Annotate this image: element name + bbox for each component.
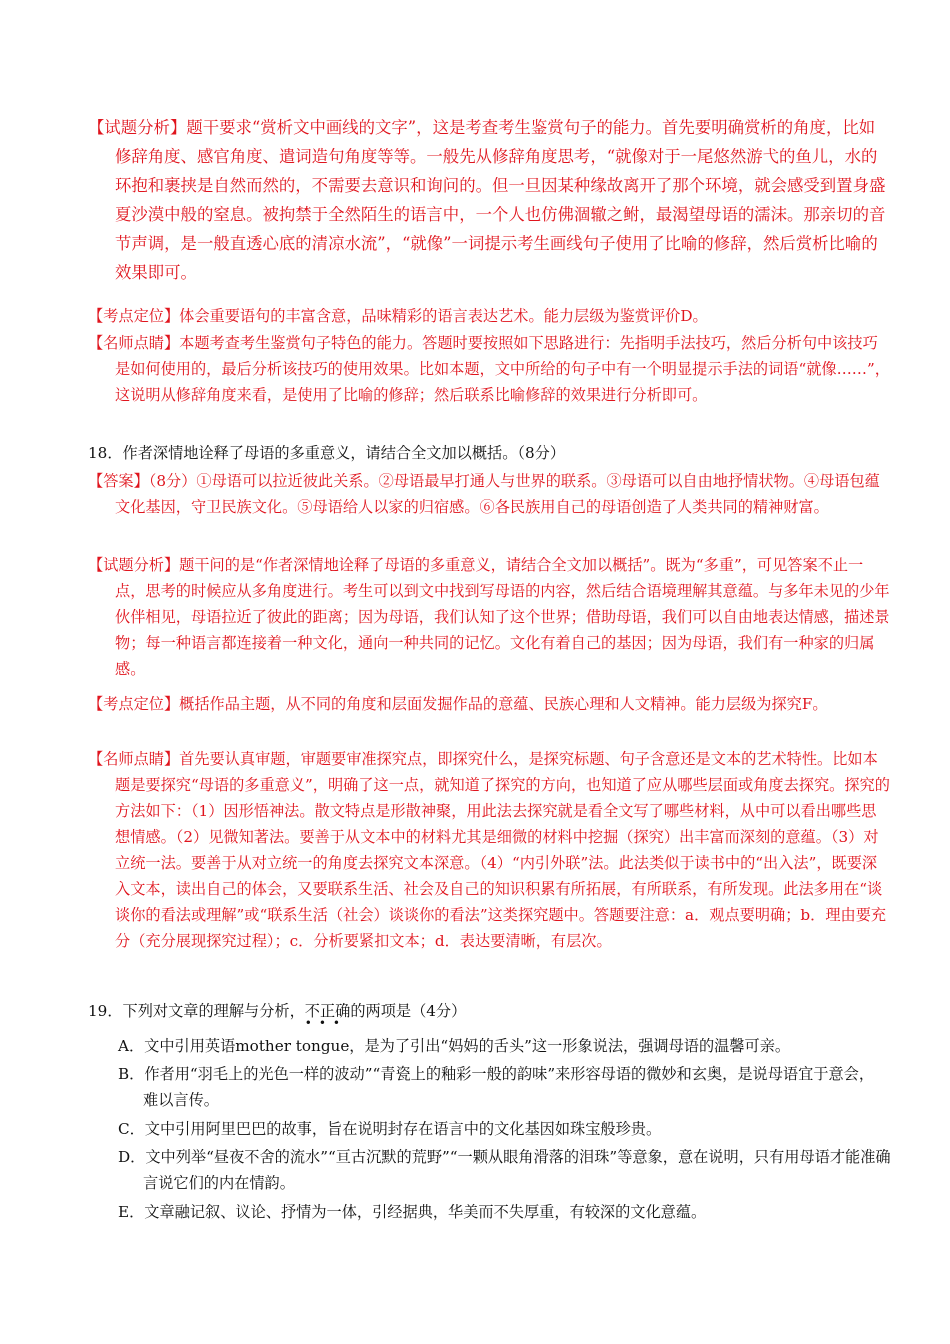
section-tag: 【名师点睛】	[88, 334, 180, 352]
section-tag: 【答案】	[88, 472, 149, 490]
section-tag: 【试题分析】	[88, 556, 180, 574]
option-b: B．作者用“羽毛上的光色一样的波动”“青瓷上的釉彩一般的韵味”来形容母语的微妙和玄奥，是说母语宜于意会，难以言传。	[118, 1065, 875, 1109]
analysis-paragraph-1	[88, 113, 890, 287]
option-c: C．文中引用阿里巴巴的故事，旨在说明封存在语言中的文化基因如珠宝般珍贵。	[118, 1120, 662, 1138]
teacher-tips-paragraph-1	[88, 330, 890, 408]
exam-point-text: 体会重要语句的丰富含意，品味精彩的语言表达艺术。能力层级为鉴赏评价D。	[179, 307, 708, 325]
exam-point-paragraph-18	[88, 691, 890, 717]
section-tag: 【名师点睛】	[88, 750, 180, 768]
section-tag: 【考点定位】	[88, 307, 180, 325]
question-18: 18．作者深情地诠释了母语的多重意义，请结合全文加以概括。（8分）	[88, 444, 566, 462]
section-tag: 【考点定位】	[88, 695, 180, 713]
analysis-text: 题干要求“赏析文中画线的文字”，这是考查考生鉴赏句子的能力。首先要明确赏析的角度，比如修辞角度、感官角度、遣词造句角度等等。一般先从修辞角度思考，“就像对于一尾悠然游弋的鱼儿，水的环抱和裹挟是自然而然的，不需要去意识和询问的。但一旦因某种缘故离开了那个环境，就会感受到置身盛夏沙漠中般的窒息。被拘禁于全然陌生的语言中，一个人也仿佛涸辙之鲋，最渴望母语的濡沫。那亲切的音节声调，是一般直透心底的清凉水流”，“就像”一词提示考生画线句子使用了比喻的修辞，然后赏析比喻的效果即可。	[115, 118, 886, 282]
emphasis-dots: •••	[304, 1016, 347, 1030]
answer-text: （8分）①母语可以拉近彼此关系。②母语最早打通人与世界的联系。③母语可以自由地抒情状物。④母语包蕴文化基因，守卫民族文化。⑤母语给人以家的归宿感。⑥各民族用自己的母语创造了人类共同的精神财富。	[115, 472, 880, 516]
option-a: A．文中引用英语mother tongue，是为了引出“妈妈的舌头”这一形象说法，强调母语的温馨可亲。	[118, 1037, 791, 1055]
teacher-tips-paragraph-18	[88, 746, 890, 954]
teacher-tips-text: 首先要认真审题，审题要审准探究点，即探究什么，是探究标题、句子含意还是文本的艺术特性。比如本题是要探究“母语的多重意义”，明确了这一点，就知道了探究的方向，也知道了应从哪些层面或角度去探究。探究的方法如下：（1）因形悟神法。散文特点是形散神聚，用此法去探究就是看全文写了哪些材料，从中可以看出哪些思想情感。（2）见微知著法。要善于从文本中的材料尤其是细微的材料中挖掘（探究）出丰富而深刻的意蕴。（3）对立统一法。要善于从对立统一的角度去探究文本深意。（4）“内引外联”法。此法类似于读书中的“出入法”，既要深入文本，读出自己的体会，又要联系生活、社会及自己的知识积累有所拓展，有所联系，有所发现。此法多用在“谈谈你的看法或理解”或“联系生活（社会）谈谈你的看法”这类探究题中。答题要注意：a．观点要明确；b．理由要充分（充分展现探究过程）；c．分析要紧扣文本；d．表达要清晰，有层次。	[115, 750, 890, 950]
exam-point-text: 概括作品主题，从不同的角度和层面发掘作品的意蕴、民族心理和人文精神。能力层级为探究F。	[179, 695, 828, 713]
emphasized-word	[304, 1002, 351, 1030]
emphasis-text: 不正确	[304, 1002, 351, 1020]
answer-paragraph-18	[88, 468, 890, 520]
question-prefix: 19．下列对文章的理解与分析，	[88, 1002, 305, 1020]
option-e: E．文章融记叙、议论、抒情为一体，引经据典，华美而不失厚重，有较深的文化意蕴。	[118, 1203, 707, 1221]
question-suffix: 的两项是（4分）	[350, 1002, 467, 1020]
question-19	[88, 998, 863, 1030]
exam-point-paragraph-1	[88, 303, 890, 329]
analysis-paragraph-18	[88, 552, 890, 682]
analysis-text: 题干问的是“作者深情地诠释了母语的多重意义，请结合全文加以概括”。既为“多重”，可见答案不止一点，思考的时候应从多角度进行。考生可以到文中找到写母语的内容，然后结合语境理解其意蕴。与多年未见的少年伙伴相见，母语拉近了彼此的距离；因为母语，我们认知了这个世界；借助母语，我们可以自由地表达情感，描述景物；每一种语言都连接着一种文化，通向一种共同的记忆。文化有着自己的基因；因为母语，我们有一种家的归属感。	[115, 556, 890, 678]
section-tag: 【试题分析】	[88, 118, 187, 137]
option-d: D．文中列举“昼夜不舍的流水”“亘古沉默的荒野”“一颗从眼角滑落的泪珠”等意象，意在说明，只有用母语才能准确言说它们的内在情韵。	[118, 1148, 891, 1192]
teacher-tips-text: 本题考查考生鉴赏句子特色的能力。答题时要按照如下思路进行：先指明手法技巧，然后分析句中该技巧是如何使用的，最后分析该技巧的使用效果。比如本题，文中所给的句子中有一个明显提示手法的词语“就像……”，这说明从修辞角度来看，是使用了比喻的修辞；然后联系比喻修辞的效果进行分析即可。	[115, 334, 890, 404]
